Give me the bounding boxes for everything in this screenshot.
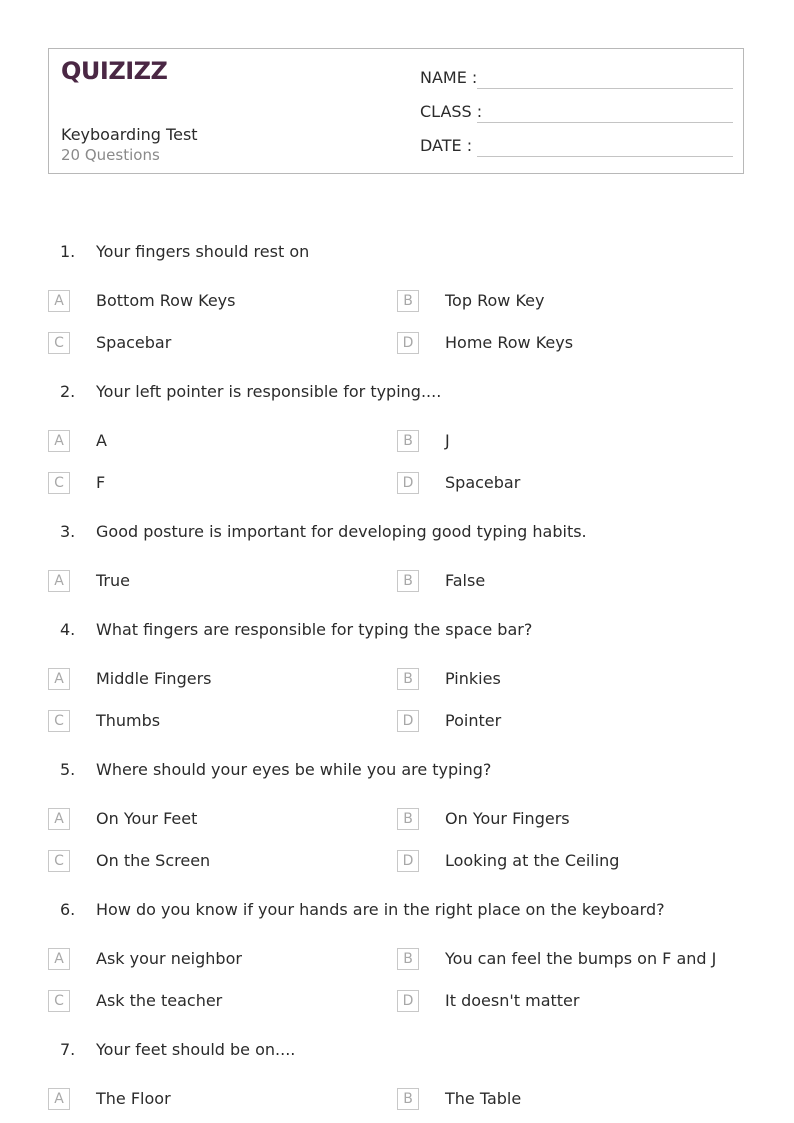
option-letter-box[interactable]: A — [48, 1088, 70, 1110]
option-text[interactable]: True — [96, 571, 130, 590]
quizizz-logo: QUIZIZZ — [61, 57, 168, 85]
option-letter-box[interactable]: A — [48, 290, 70, 312]
option-text[interactable]: Home Row Keys — [445, 333, 574, 352]
question-number: 7. — [60, 1040, 76, 1059]
option-text[interactable]: Ask your neighbor — [96, 949, 242, 968]
option-text[interactable]: Middle Fingers — [96, 669, 212, 688]
option-text[interactable]: Bottom Row Keys — [96, 291, 236, 310]
option-text[interactable]: J — [445, 431, 450, 450]
option-text[interactable]: Spacebar — [445, 473, 521, 492]
option-letter-box[interactable]: B — [397, 948, 419, 970]
option-letter-box[interactable]: B — [397, 808, 419, 830]
option-text[interactable]: False — [445, 571, 486, 590]
question-count: 20 Questions — [61, 146, 160, 164]
class-label: CLASS : — [420, 102, 483, 121]
option-text[interactable]: The Floor — [96, 1089, 171, 1108]
question-number: 1. — [60, 242, 76, 261]
option-text[interactable]: It doesn't matter — [445, 991, 580, 1010]
question-text: Where should your eyes be while you are typing? — [96, 760, 492, 779]
question-text: Your left pointer is responsible for typing.... — [96, 382, 442, 401]
option-letter-box[interactable]: D — [397, 990, 419, 1012]
option-letter-box[interactable]: C — [48, 710, 70, 732]
option-letter-box[interactable]: D — [397, 710, 419, 732]
date-line[interactable] — [477, 156, 733, 157]
option-text[interactable]: The Table — [445, 1089, 522, 1108]
question-number: 2. — [60, 382, 76, 401]
question-number: 3. — [60, 522, 76, 541]
question-number: 4. — [60, 620, 76, 639]
class-line[interactable] — [477, 122, 733, 123]
option-letter-box[interactable]: C — [48, 990, 70, 1012]
option-letter-box[interactable]: B — [397, 290, 419, 312]
option-letter-box[interactable]: A — [48, 948, 70, 970]
option-text[interactable]: Pinkies — [445, 669, 501, 688]
option-letter-box[interactable]: A — [48, 668, 70, 690]
option-letter-box[interactable]: C — [48, 850, 70, 872]
date-label: DATE : — [420, 136, 473, 155]
option-letter-box[interactable]: D — [397, 472, 419, 494]
option-letter-box[interactable]: D — [397, 332, 419, 354]
option-letter-box[interactable]: B — [397, 668, 419, 690]
question-number: 6. — [60, 900, 76, 919]
option-letter-box[interactable]: A — [48, 570, 70, 592]
test-title: Keyboarding Test — [61, 125, 198, 144]
option-letter-box[interactable]: B — [397, 430, 419, 452]
option-letter-box[interactable]: C — [48, 472, 70, 494]
option-text[interactable]: On Your Fingers — [445, 809, 570, 828]
option-letter-box[interactable]: B — [397, 570, 419, 592]
option-text[interactable]: Top Row Key — [445, 291, 545, 310]
worksheet-header — [48, 48, 744, 174]
option-text[interactable]: On the Screen — [96, 851, 211, 870]
option-text[interactable]: A — [96, 431, 107, 450]
question-text: Your fingers should rest on — [96, 242, 310, 261]
name-label: NAME : — [420, 68, 478, 87]
option-letter-box[interactable]: A — [48, 808, 70, 830]
option-text[interactable]: You can feel the bumps on F and J — [445, 949, 717, 968]
name-line[interactable] — [477, 88, 733, 89]
question-text: How do you know if your hands are in the right place on the keyboard? — [96, 900, 665, 919]
option-text[interactable]: Pointer — [445, 711, 502, 730]
option-text[interactable]: Thumbs — [96, 711, 161, 730]
option-letter-box[interactable]: C — [48, 332, 70, 354]
question-text: Good posture is important for developing good typing habits. — [96, 522, 587, 541]
option-text[interactable]: Ask the teacher — [96, 991, 223, 1010]
option-letter-box[interactable]: D — [397, 850, 419, 872]
option-text[interactable]: On Your Feet — [96, 809, 198, 828]
question-number: 5. — [60, 760, 76, 779]
question-text: Your feet should be on.... — [96, 1040, 296, 1059]
option-text[interactable]: Looking at the Ceiling — [445, 851, 620, 870]
option-text[interactable]: F — [96, 473, 106, 492]
option-text[interactable]: Spacebar — [96, 333, 172, 352]
option-letter-box[interactable]: A — [48, 430, 70, 452]
question-text: What fingers are responsible for typing the space bar? — [96, 620, 533, 639]
option-letter-box[interactable]: B — [397, 1088, 419, 1110]
